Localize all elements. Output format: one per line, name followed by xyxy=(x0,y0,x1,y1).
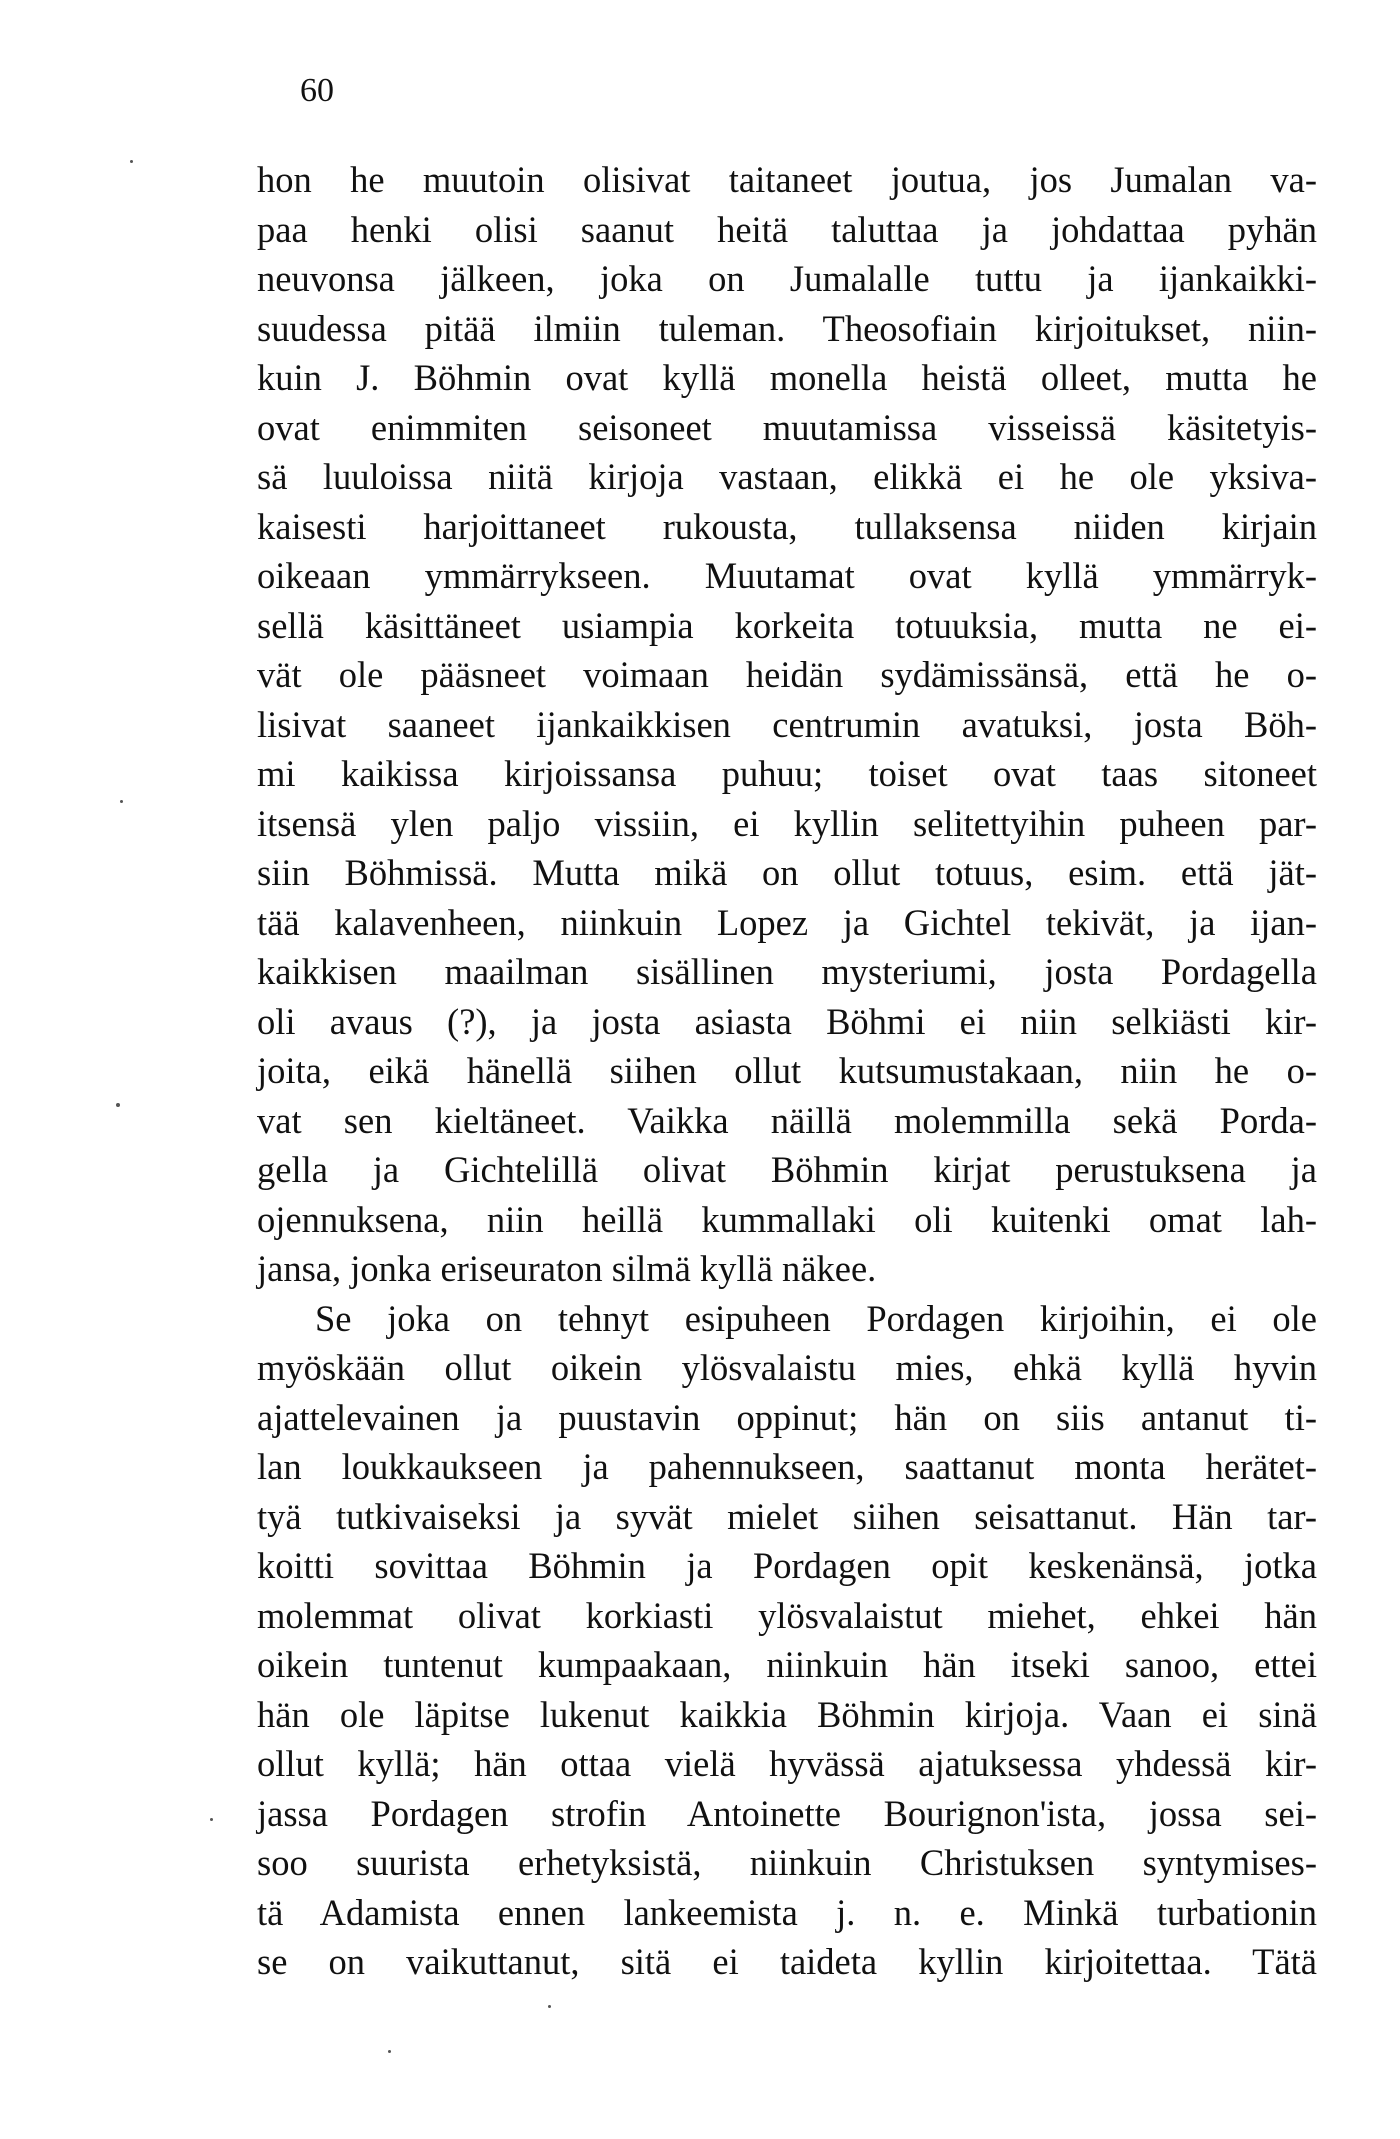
text-line: koitti sovittaa Böhmin ja Pordagen opit keskenänsä, jotka xyxy=(257,1545,1317,1586)
text-line: vat sen kieltäneet. Vaikka näillä molemmilla sekä Porda- xyxy=(257,1099,1317,1141)
text-line: jansa, jonka eriseuraton silmä kyllä näkee. xyxy=(257,1248,877,1289)
text-line: kaisesti harjoittaneet rukousta, tullaksensa niiden kirjain xyxy=(257,505,1317,547)
body-text xyxy=(257,155,1317,1987)
text-line: jassa Pordagen strofin Antoinette Bourignon'ista, jossa sei- xyxy=(257,1792,1317,1834)
text-line: oli avaus (?), ja josta asiasta Böhmi ei niin selkiästi kir- xyxy=(257,1000,1317,1042)
page-number: 60 xyxy=(300,72,334,109)
text-line: gella ja Gichtelillä olivat Böhmin kirjat perustuksena ja xyxy=(257,1149,1317,1190)
text-line: mi kaikissa kirjoissansa puhuu; toiset ovat taas sitoneet xyxy=(257,753,1317,794)
text-line: oikein tuntenut kumpaakaan, niinkuin hän itseki sanoo, ettei xyxy=(257,1644,1317,1685)
text-line: hon he muutoin olisivat taitaneet joutua, jos Jumalan va- xyxy=(257,159,1317,200)
text-line: tä Adamista ennen lankeemista j. n. e. Minkä turbationin xyxy=(257,1891,1317,1933)
text-line: se on vaikuttanut, sitä ei taideta kyllin kirjoitettaa. Tätä xyxy=(257,1941,1317,1982)
print-speck xyxy=(210,1818,213,1821)
print-speck xyxy=(548,2005,551,2008)
text-line: vät ole pääsneet voimaan heidän sydämissänsä, että he o- xyxy=(257,654,1317,695)
print-speck xyxy=(116,1103,120,1107)
print-speck xyxy=(388,2050,391,2053)
text-line: ojennuksena, niin heillä kummallaki oli kuitenki omat lah- xyxy=(257,1198,1317,1240)
text-line: kaikkisen maailman sisällinen mysteriumi, josta Pordagella xyxy=(257,951,1317,992)
text-line: lan loukkaukseen ja pahennukseen, saattanut monta herätet- xyxy=(257,1446,1317,1487)
text-line: joita, eikä hänellä siihen ollut kutsumustakaan, niin he o- xyxy=(257,1050,1317,1091)
text-line: Se joka on tehnyt esipuheen Pordagen kirjoihin, ei ole xyxy=(315,1297,1317,1339)
text-line: lisivat saaneet ijankaikkisen centrumin avatuksi, josta Böh- xyxy=(257,703,1317,745)
print-speck xyxy=(120,800,123,803)
text-line: paa henki olisi saanut heitä taluttaa ja johdattaa pyhän xyxy=(257,208,1317,250)
text-line: tää kalavenheen, niinkuin Lopez ja Gichtel tekivät, ja ijan- xyxy=(257,901,1317,943)
text-line: tyä tutkivaiseksi ja syvät mielet siihen seisattanut. Hän tar- xyxy=(257,1495,1317,1537)
text-line: neuvonsa jälkeen, joka on Jumalalle tuttu ja ijankaikki- xyxy=(257,258,1317,299)
text-line: oikeaan ymmärrykseen. Muutamat ovat kyllä ymmärryk- xyxy=(257,555,1317,596)
text-line: ovat enimmiten seisoneet muutamissa visseissä käsitetyis- xyxy=(257,406,1317,448)
text-line: itsensä ylen paljo vissiin, ei kyllin selitettyihin puheen par- xyxy=(257,802,1317,844)
paragraph-2 xyxy=(257,1294,1317,1987)
text-line: suudessa pitää ilmiin tuleman. Theosofiain kirjoitukset, niin- xyxy=(257,307,1317,349)
text-line: myöskään ollut oikein ylösvalaistu mies, ehkä kyllä hyvin xyxy=(257,1347,1317,1388)
text-line: ollut kyllä; hän ottaa vielä hyvässä ajatuksessa yhdessä kir- xyxy=(257,1743,1317,1784)
text-line: sä luuloissa niitä kirjoja vastaan, elikkä ei he ole yksiva- xyxy=(257,456,1317,497)
text-line: hän ole läpitse lukenut kaikkia Böhmin kirjoja. Vaan ei sinä xyxy=(257,1693,1317,1735)
paragraph-1 xyxy=(257,155,1317,1294)
text-line: sellä käsittäneet usiampia korkeita totuuksia, mutta ne ei- xyxy=(257,604,1317,646)
print-speck xyxy=(130,160,133,163)
text-line: kuin J. Böhmin ovat kyllä monella heistä olleet, mutta he xyxy=(257,357,1317,398)
text-line: ajattelevainen ja puustavin oppinut; hän on siis antanut ti- xyxy=(257,1396,1317,1438)
text-line: molemmat olivat korkiasti ylösvalaistut miehet, ehkei hän xyxy=(257,1594,1317,1636)
text-line: siin Böhmissä. Mutta mikä on ollut totuus, esim. että jät- xyxy=(257,852,1317,893)
text-line: soo suurista erhetyksistä, niinkuin Christuksen syntymises- xyxy=(257,1842,1317,1883)
